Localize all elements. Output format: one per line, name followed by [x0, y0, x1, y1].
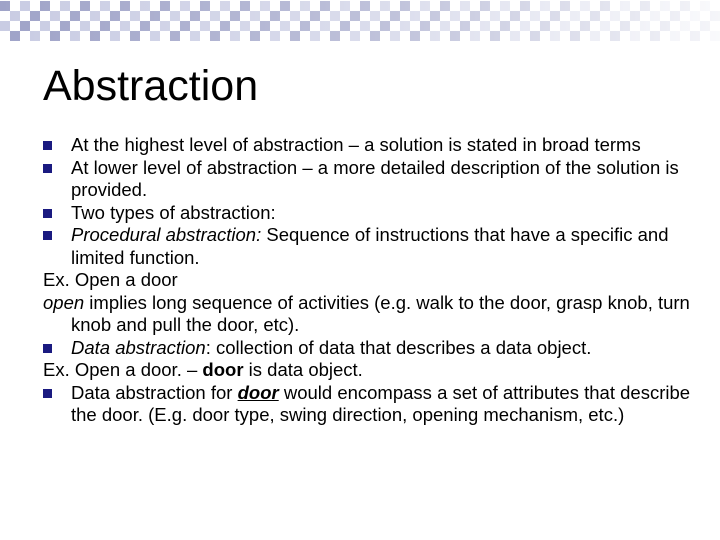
example-line: [43, 269, 713, 292]
bullet-item: [43, 202, 713, 225]
bullet-emphasized-term: door: [237, 381, 279, 403]
bullet-text: Sequence of instructions that have a specific and limited function.: [71, 224, 669, 268]
bullet-item: [43, 157, 713, 202]
bullet-lead-italic: Procedural abstraction:: [71, 224, 262, 245]
square-bullet-icon: [43, 141, 52, 150]
example-text: is data object.: [243, 359, 363, 380]
square-bullet-icon: [43, 209, 52, 218]
square-bullet-icon: [43, 164, 52, 173]
example-line: [43, 359, 713, 382]
example-text: implies long sequence of activities (e.g. walk to the door, grasp knob, turn knob and pull the door, etc).: [71, 291, 690, 335]
bullet-text: At lower level of abstraction – a more detailed description of the solution is provided.: [71, 156, 679, 200]
bullet-text: Two types of abstraction:: [71, 201, 276, 223]
slide-body: [43, 134, 713, 427]
square-bullet-icon: [43, 344, 52, 353]
bullet-item: [43, 337, 713, 360]
bullet-lead-italic: Data abstraction: [71, 336, 206, 358]
example-bold-term: door: [202, 359, 244, 380]
example-line: [43, 292, 713, 337]
bullet-text: : collection of data that describes a data object.: [205, 336, 592, 358]
bullet-item: [43, 134, 713, 157]
example-lead-italic: open: [43, 291, 85, 313]
example-text: Ex. Open a door: [43, 269, 178, 290]
slide-title: Abstraction: [43, 62, 259, 110]
bullet-item: [43, 382, 713, 427]
example-text: Ex. Open a door. –: [43, 359, 203, 380]
square-bullet-icon: [43, 231, 52, 240]
bullet-text: At the highest level of abstraction – a solution is stated in broad terms: [71, 134, 641, 155]
square-bullet-icon: [43, 389, 52, 398]
bullet-text: would encompass a set of attributes that describe the door. (E.g. door type, swing direction, opening mechanism, etc.): [71, 381, 691, 425]
bullet-item: [43, 224, 713, 269]
bullet-text: Data abstraction for: [71, 381, 238, 403]
decorative-checker-band: [0, 0, 720, 42]
